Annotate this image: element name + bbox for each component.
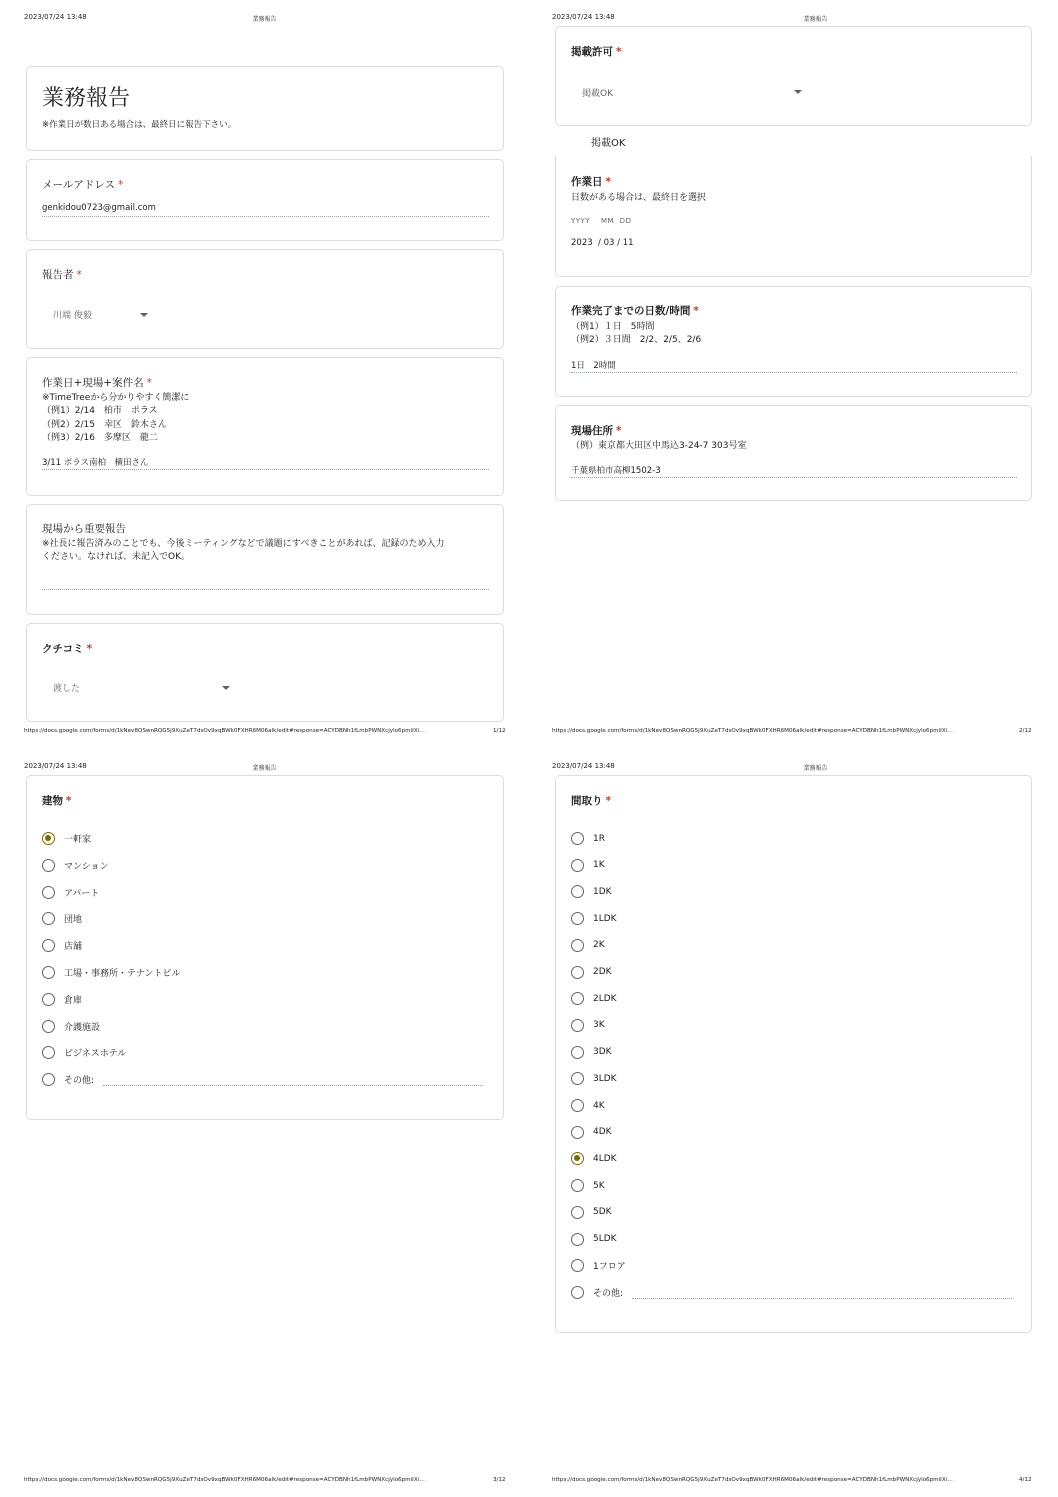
radio-label: 一軒家 [64,835,92,845]
radio-unchecked-icon[interactable] [571,1286,584,1299]
month-field[interactable]: 03 [603,238,615,248]
address-field[interactable]: 千葉県柏市高柳1502-3 [571,466,661,476]
radio-label: 5DK [593,1207,612,1218]
radio-label: 1LDK [593,913,617,924]
question-title: 建物 * [42,795,72,807]
radio-label: 2K [593,940,605,951]
print-date: 2023/07/24 13:48 [24,762,87,770]
radio-option[interactable] [42,1046,126,1059]
radio-label: その他: [64,1076,95,1087]
print-date: 2023/07/24 13:48 [552,762,615,770]
question-title: 掲載許可 * [571,46,622,58]
question-title: 作業日 * [571,176,611,188]
input-underline [42,216,489,217]
radio-label: マンション [64,861,109,872]
review-dropdown[interactable]: 渡した [53,684,81,694]
radio-option[interactable] [571,1152,617,1165]
other-input[interactable] [632,1298,1012,1299]
year-field[interactable]: 2023 [571,238,593,248]
radio-option[interactable] [42,1073,94,1086]
radio-unchecked-icon[interactable] [571,1046,584,1059]
permission-question [555,26,1032,126]
radio-label: 3K [593,1020,605,1031]
other-input[interactable] [103,1085,483,1086]
reporter-question [26,249,504,349]
page-number: 1/12 [493,728,506,734]
page-number: 2/12 [1019,728,1032,734]
radio-unchecked-icon[interactable] [571,1126,584,1139]
radio-unchecked-icon[interactable] [42,1073,55,1086]
print-title: 業務報告 [803,765,828,772]
radio-option[interactable] [42,886,99,899]
radio-label: 4LDK [593,1153,617,1164]
input-underline [571,477,1017,478]
radio-label: ビジネスホテル [64,1049,127,1060]
radio-label: その他: [593,1288,624,1299]
radio-option[interactable] [571,1286,623,1299]
page-number: 4/12 [1019,1477,1032,1483]
email-question [26,159,504,241]
question-title: 現場住所 * [571,425,622,437]
print-title: 業務報告 [252,16,277,23]
radio-option[interactable] [571,832,605,845]
radio-unchecked-icon[interactable] [571,939,584,952]
print-page-2 [529,0,1058,748]
layout-question [555,775,1032,1333]
reporter-dropdown[interactable]: 川端 俊毅 [53,311,92,321]
address-question [555,405,1032,501]
radio-option[interactable] [571,1072,617,1085]
radio-unchecked-icon[interactable] [571,912,584,925]
radio-unchecked-icon[interactable] [571,1206,584,1219]
radio-label: 4DK [593,1127,612,1138]
radio-unchecked-icon[interactable] [42,912,55,925]
radio-unchecked-icon[interactable] [571,966,584,979]
radio-label: 2LDK [593,993,617,1004]
form-title: 業務報告 [42,86,131,111]
question-title: 作業完了までの日数/時間 * [571,305,699,317]
page-number: 3/12 [493,1477,506,1483]
input-underline [42,589,489,590]
print-url: https://docs.google.com/forms/d/1kNev8QSwnRQG5j9XuZeT7dsOv9xqBWk0FXHR6M06alk/edit#response=ACYDBNh1fLmbPWNXcjylo6pmiIXi… [552,728,953,734]
radio-unchecked-icon[interactable] [571,1179,584,1192]
radio-label: 団地 [64,915,83,926]
print-page-3 [0,749,529,1497]
building-question [26,775,504,1120]
input-underline [42,469,489,470]
input-underline [571,372,1017,373]
radio-unchecked-icon[interactable] [571,1233,584,1246]
radio-label: 工場・事務所・テナントビル [64,969,181,979]
radio-unchecked-icon[interactable] [571,859,584,872]
radio-unchecked-icon[interactable] [571,832,584,845]
important-question [26,504,504,615]
radio-label: 店舗 [64,942,83,953]
print-url: https://docs.google.com/forms/d/1kNev8QSwnRQG5j9XuZeT7dsOv9xqBWk0FXHR6M06alk/edit#response=ACYDBNh1fLmbPWNXcjylo6pmiIXi… [552,1477,953,1483]
required-mark: * [605,795,611,807]
required-mark: * [146,377,152,389]
radio-unchecked-icon[interactable] [42,939,55,952]
radio-option[interactable] [571,885,612,898]
radio-option[interactable] [571,1099,605,1112]
required-mark: * [117,179,124,191]
question-title: メールアドレス * [42,179,124,191]
radio-option[interactable] [42,832,91,845]
dropdown-arrow-icon[interactable] [222,686,230,690]
question-title: 報告者 * [42,269,82,281]
day-field[interactable]: 11 [622,238,634,248]
radio-option[interactable] [571,1019,605,1032]
required-mark: * [86,643,93,655]
radio-label: 1DK [593,886,612,897]
required-mark: * [605,176,611,188]
print-page-4 [529,749,1058,1497]
radio-option[interactable] [571,939,605,952]
print-title: 業務報告 [803,16,828,23]
job-field[interactable]: 3/11 ポラス南柏 横田さん [42,458,149,468]
radio-unchecked-icon[interactable] [42,1020,55,1033]
radio-unchecked-icon[interactable] [571,1019,584,1032]
radio-option[interactable] [42,859,109,872]
radio-label: 5K [593,1180,605,1191]
date-field[interactable]: 2023 / 03 / 11 [571,238,634,248]
radio-option[interactable] [571,1206,612,1219]
workdate-question [555,156,1032,277]
radio-option[interactable] [571,1046,612,1059]
radio-label: 1R [593,833,605,844]
radio-option[interactable] [571,1233,617,1246]
email-field[interactable]: genkidou0723@gmail.com [42,203,156,213]
radio-unchecked-icon[interactable] [42,993,55,1006]
radio-option[interactable] [571,966,612,979]
print-url: https://docs.google.com/forms/d/1kNev8QSwnRQG5j9XuZeT7dsOv9xqBWk0FXHR6M06alk/edit#response=ACYDBNh1fLmbPWNXcjylo6pmiIXi… [24,728,425,734]
radio-unchecked-icon[interactable] [571,1259,584,1272]
radio-label: 5LDK [593,1234,617,1244]
question-title: 作業日+現場+案件名 * [42,377,152,389]
radio-checked-icon[interactable] [571,1152,584,1165]
radio-option[interactable] [571,1179,605,1192]
radio-label: 1K [593,860,605,871]
question-title: 現場から重要報告 [42,523,126,535]
print-url: https://docs.google.com/forms/d/1kNev8QSwnRQG5j9XuZeT7dsOv9xqBWk0FXHR6M06alk/edit#response=ACYDBNh1fLmbPWNXcjylo6pmiIXi… [24,1477,425,1483]
radio-unchecked-icon[interactable] [571,1072,584,1085]
dropdown-arrow-icon[interactable] [794,90,802,94]
question-description: 日数がある場合は、最終日を選択 [571,193,707,203]
question-title: 間取り * [571,795,611,807]
radio-unchecked-icon[interactable] [571,992,584,1005]
radio-label: 2DK [593,967,612,977]
radio-unchecked-icon[interactable] [571,1099,584,1112]
radio-label: 4K [593,1100,605,1111]
form-header-card [26,66,504,151]
required-mark: * [616,425,622,437]
required-mark: * [76,269,82,281]
required-mark: * [693,305,699,317]
radio-label: 介護施設 [64,1022,101,1033]
radio-option[interactable] [571,1259,626,1272]
print-date: 2023/07/24 13:48 [24,13,87,21]
review-question [26,623,504,722]
question-title: クチコミ * [42,643,93,655]
radio-unchecked-icon[interactable] [42,859,55,872]
radio-checked-icon[interactable] [42,832,55,845]
question-description: （例）東京都大田区中馬込3-24-7 303号室 [571,441,747,451]
radio-label: 3DK [593,1047,612,1058]
permission-dropdown[interactable]: 掲載OK [582,89,613,99]
radio-unchecked-icon[interactable] [42,1046,55,1059]
radio-unchecked-icon[interactable] [571,885,584,898]
radio-label: 3LDK [593,1073,617,1084]
radio-option[interactable] [571,1126,612,1139]
print-title: 業務報告 [252,765,277,772]
duration-field[interactable]: 1日 2時間 [571,361,616,371]
radio-unchecked-icon[interactable] [42,966,55,979]
radio-label: 1フロア [593,1262,626,1273]
question-description: ※TimeTreeから分かりやすく簡潔に （例1）2/14 柏市 ポラス （例2）2/15 幸区 鈴木さん （例3）2/16 多摩区 龍二 [42,393,190,443]
radio-option[interactable] [571,992,617,1005]
radio-option[interactable] [42,966,181,979]
dropdown-option[interactable]: 掲載OK [591,138,626,149]
print-date: 2023/07/24 13:48 [552,13,615,21]
radio-label: 倉庫 [64,995,83,1006]
radio-option[interactable] [42,1020,100,1033]
question-description: （例1）１日 5時間 （例2）３日間 2/2、2/5、2/6 [571,322,702,346]
radio-unchecked-icon[interactable] [42,886,55,899]
print-page-1 [0,0,529,748]
job-question [26,357,504,496]
radio-option[interactable] [571,859,605,872]
radio-label: アパート [64,888,100,899]
duration-question [555,286,1032,397]
date-part-labels: YYYY MM DD [571,217,632,225]
required-mark: * [66,795,72,807]
radio-option[interactable] [42,912,82,925]
radio-option[interactable] [42,993,82,1006]
form-description: ※作業日が数日ある場合は、最終日に報告下さい。 [42,120,237,130]
question-description: ※社長に報告済みのことでも、今後ミーティングなどで議題にすべきことがあれば、記録のため入力 ください。なければ、未記入でOK。 [42,539,445,563]
dropdown-arrow-icon[interactable] [140,313,148,317]
radio-option[interactable] [571,912,617,925]
required-mark: * [616,46,622,58]
radio-option[interactable] [42,939,82,952]
